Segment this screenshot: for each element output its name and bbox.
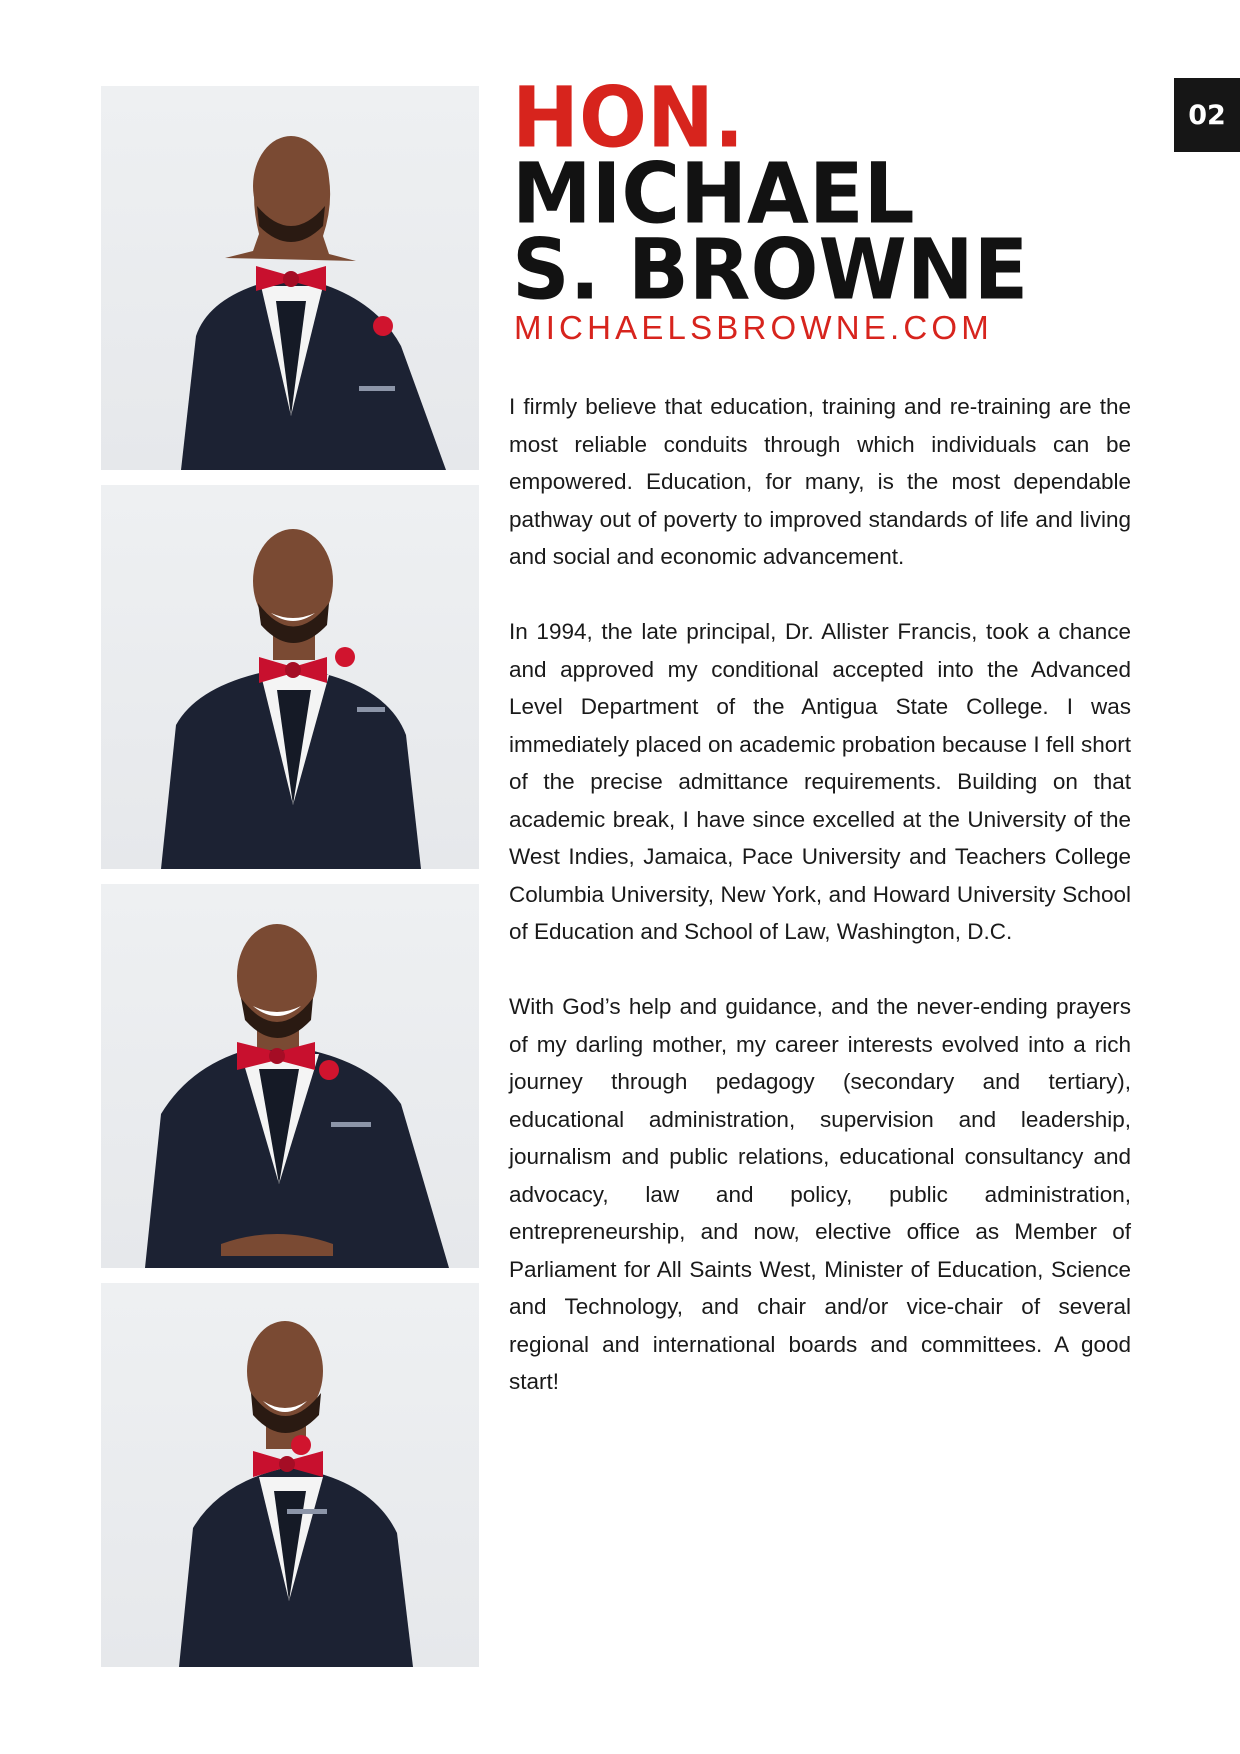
person-portrait-illustration [101, 86, 479, 470]
person-portrait-illustration [101, 485, 479, 869]
person-portrait-illustration [101, 884, 479, 1268]
page-number-badge: 02 [1174, 78, 1240, 152]
title-first-name: MICHAEL [512, 144, 915, 243]
website-link[interactable]: MICHAELSBROWNE.COM [514, 309, 993, 346]
title-last-name: S. BROWNE [512, 220, 1029, 319]
paragraph: I firmly believe that education, training and re-training are the most reliable conduits through which individuals can be empowered. Education, for many, is the most dependable pathway out of poverty to improved standards of life and living and social and economic advancement. [509, 394, 1131, 569]
biography-text [509, 388, 1131, 1438]
portrait-column [101, 86, 479, 1667]
portrait-photo [101, 884, 479, 1268]
title-honorific: HON. [512, 68, 745, 167]
paragraph: In 1994, the late principal, Dr. Allister Francis, took a chance and approved my conditional accepted into the Advanced Level Department of the Antigua State College. I was immediately placed on academic probation because I fell short of the precise admittance requirements. Building on that academic break, I have since excelled at the University of the West Indies, Jamaica, Pace University and Teachers College Columbia University, New York, and Howard University School of Education and School of Law, Washington, D.C. [509, 619, 1131, 944]
person-portrait-illustration [101, 1283, 479, 1667]
paragraph: With God’s help and guidance, and the never-ending prayers of my darling mother, my career interests evolved into a rich journey through pedagogy (secondary and tertiary), educational administration, supervision and leadership, journalism and public relations, educational consultancy and advocacy, law and policy, public administration, entrepreneurship, and now, elective office as Member of Parliament for All Saints West, Minister of Education, Science and Technology, and chair and/or vice-chair of several regional and international boards and committees. A good start! [509, 994, 1131, 1394]
portrait-photo [101, 485, 479, 869]
page-title [512, 68, 1029, 319]
portrait-photo [101, 1283, 479, 1667]
portrait-photo [101, 86, 479, 470]
